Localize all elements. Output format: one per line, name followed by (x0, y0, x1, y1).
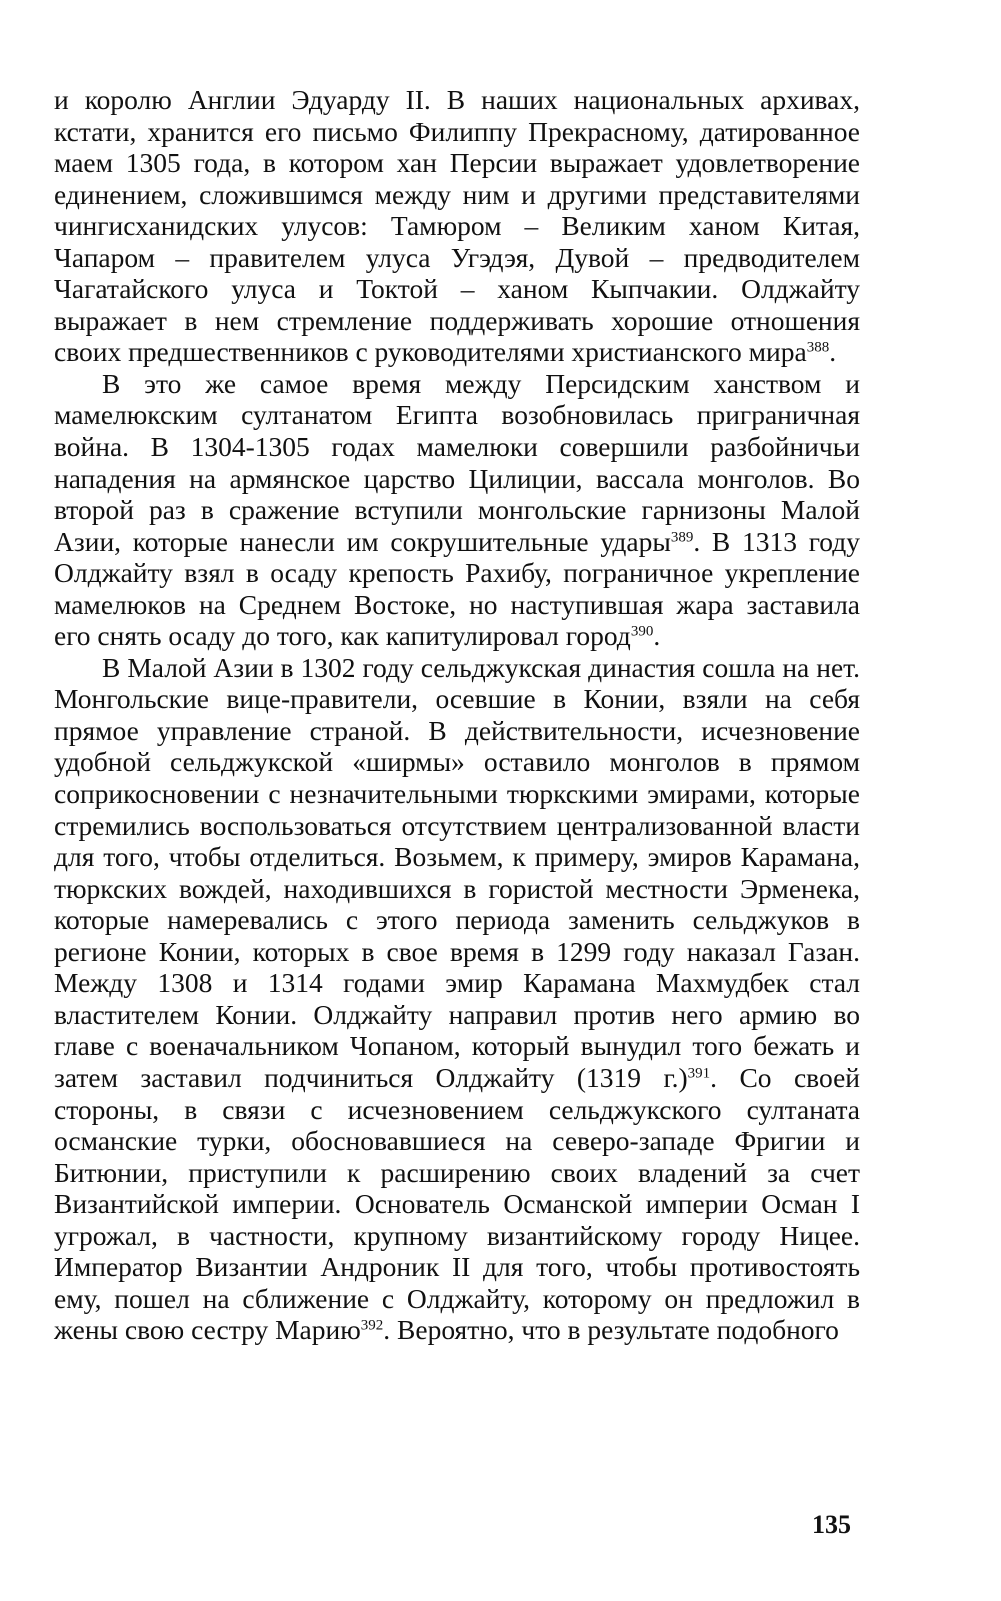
paragraph-2-end: . (653, 620, 661, 652)
paragraph-3-continued: . Со своей стороны, в связи с исчезновением сельджукского султаната османские турки, обосновавшиеся на северо-западе Фригии и Битюнии, приступили к расширению своих владений за счет Византийской империи. Основатель Османской империи Осман I угрожал, в частности, крупному византийскому городу Ницее. Император Византии Андроник II для того, чтобы противостоять ему, пошел на сближение с Олджайту, которому он предложил в жены свою сестру Марию (54, 1061, 860, 1346)
paragraph-3-text: В Малой Азии в 1302 году сельджукская династия сошла на нет. Монгольские вице-правители, осевшие в Конии, взяли на себя прямое управление страной. В действительности, исчезновение удобной сельджукской «ширмы» оставило монголов в прямом соприкосновении с незначительными тюркскими эмирами, которые стремились воспользоваться отсутствием централизованной власти для того, чтобы отделиться. Возьмем, к примеру, эмиров Карамана, тюркских вождей, находившихся в гористой местности Эрменека, которые намеревались с этого периода заменить сельджуков в регионе Конии, которых в свое время в 1299 году наказал Газан. Между 1308 и 1314 годами эмир Карамана Махмудбек стал властителем Конии. Олджайту направил против него армию во главе с военачальником Чопаном, который вынудил того бежать и затем заставил подчиниться Олджайту (1319 г.) (54, 651, 860, 1093)
paragraph-2-text: В это же самое время между Персидским ханством и мамелюкским султанатом Египта возобновилась приграничная война. В 1304-1305 годах мамелюки совершили разбойничьи нападения на армянское царство Цилиции, вассала монголов. Во второй раз в сражение вступили монгольские гарнизоны Малой Азии, которые нанесли им сокрушительные удары (54, 367, 860, 557)
footnote-ref-390: 390 (630, 624, 654, 640)
footnote-ref-389: 389 (670, 529, 694, 546)
footnote-ref-388: 388 (806, 340, 830, 357)
footnote-ref-391: 391 (687, 1065, 711, 1082)
footnote-ref-392: 392 (360, 1318, 384, 1335)
page-number: 135 (812, 1510, 851, 1539)
page-body (54, 84, 860, 1346)
paragraph-2 (54, 368, 860, 652)
paragraph-1-text: и королю Англии Эдуарду II. В наших национальных архивах, кстати, хранится его письмо Филиппу Прекрасному, датированное маем 1305 года, в котором хан Персии выражает удовлетворение единением, сложившимся между ним и другими представителями чингисханидских улусов: Тамюром – Великим ханом Китая, Чапаром – правителем улуса Угэдэя, Дувой – предводителем Чагатайского улуса и Токтой – ханом Кыпчакии. Олджайту выражает в нем стремление поддерживать хорошие отношения своих предшественников с руководителями христианского мира (54, 84, 860, 368)
paragraph-3 (54, 652, 860, 1346)
paragraph-3-end: . Вероятно, что в результате подобного (383, 1314, 839, 1346)
paragraph-1 (54, 84, 860, 368)
paragraph-2-continued: . В 1313 году Олджайту взял в осаду крепость Рахибу, пограничное укрепление мамелюков на Среднем Востоке, но наступившая жара заставила его снять осаду до того, как капитулировал город (54, 525, 860, 652)
paragraph-1-end: . (829, 336, 837, 368)
